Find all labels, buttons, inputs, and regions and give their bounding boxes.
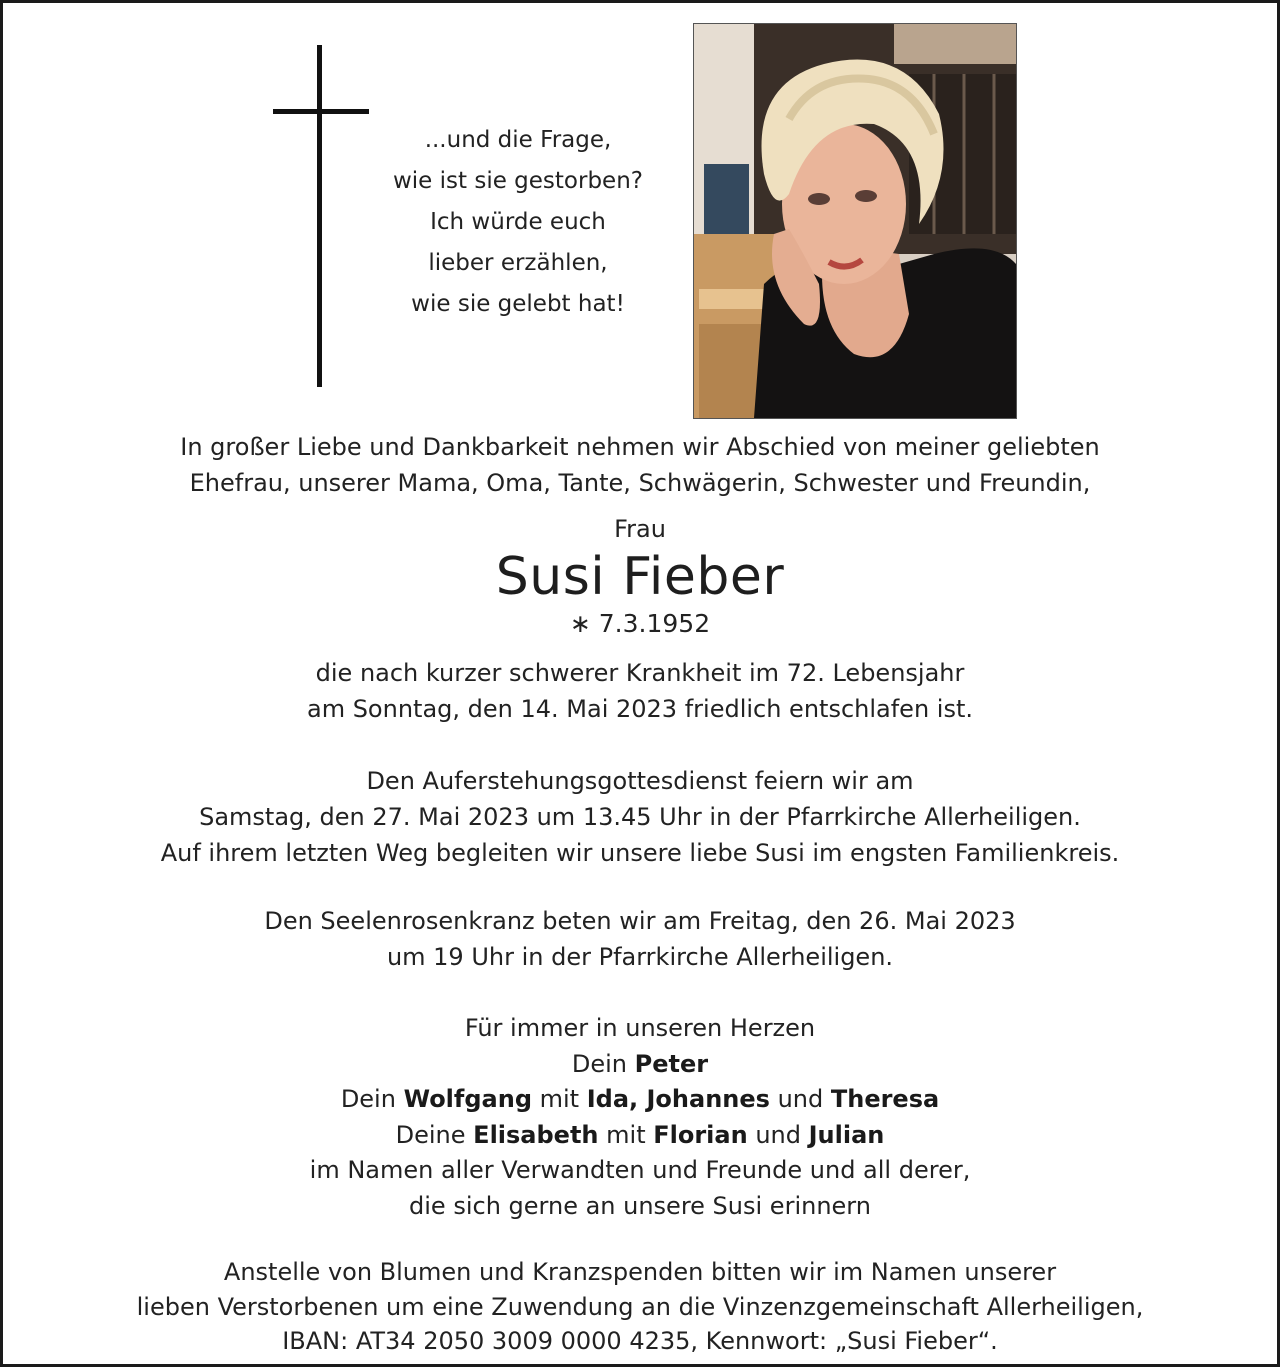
mourner-wolfgang — [3, 1082, 1277, 1118]
mourner-elisabeth — [3, 1118, 1277, 1154]
mourners-line: die sich gerne an unsere Susi erinnern — [409, 1191, 871, 1220]
portrait-photo — [693, 23, 1017, 419]
intro-line: Ehefrau, unserer Mama, Oma, Tante, Schwägerin, Schwester und Freundin, — [189, 469, 1091, 497]
salutation: Frau — [614, 515, 666, 543]
poem — [363, 120, 673, 325]
mourner-connector: mit — [532, 1085, 587, 1113]
deceased-name: Susi Fieber — [495, 547, 785, 607]
mourners — [3, 1011, 1277, 1224]
poem-line: ...und die Frage, — [424, 127, 612, 153]
poem-line: wie ist sie gestorben? — [392, 168, 643, 194]
poem-line: Ich würde euch — [430, 209, 606, 235]
cross-icon — [317, 45, 322, 387]
death-notice-line: die nach kurzer schwerer Krankheit im 72. Lebensjahr — [315, 659, 965, 687]
cross-icon-bar — [273, 109, 369, 114]
donation-line: Anstelle von Blumen und Kranzspenden bitten wir im Namen unserer — [223, 1258, 1057, 1286]
mourner-connector: mit — [598, 1120, 654, 1149]
birth-date: ∗ 7.3.1952 — [569, 609, 711, 638]
mourner-connector: und — [769, 1085, 831, 1113]
poem-line: wie sie gelebt hat! — [411, 291, 625, 317]
rosary-line: um 19 Uhr in der Pfarrkirche Allerheiligen. — [386, 943, 894, 971]
mourner-peter — [3, 1047, 1277, 1083]
intro-line: In großer Liebe und Dankbarkeit nehmen wir Abschied von meiner geliebten — [180, 433, 1100, 461]
service-line: Auf ihrem letzten Weg begleiten wir unsere liebe Susi im engsten Familienkreis. — [160, 839, 1120, 867]
rosary-line: Den Seelenrosenkranz beten wir am Freitag, den 26. Mai 2023 — [264, 907, 1016, 935]
mourner-connector: und — [747, 1120, 809, 1149]
mourner-name: Theresa — [830, 1085, 940, 1113]
service-line: Den Auferstehungsgottesdienst feiern wir am — [366, 767, 914, 795]
mourner-prefix: Deine — [395, 1120, 474, 1149]
mourner-name: Florian — [653, 1120, 748, 1149]
service-line: Samstag, den 27. Mai 2023 um 13.45 Uhr in der Pfarrkirche Allerheiligen. — [199, 803, 1081, 831]
service-info — [3, 763, 1277, 871]
poem-line: lieber erzählen, — [428, 250, 608, 276]
donation-line: IBAN: AT34 2050 3009 0000 4235, Kennwort: „Susi Fieber“. — [282, 1327, 998, 1355]
death-notice-line: am Sonntag, den 14. Mai 2023 friedlich entschlafen ist. — [306, 695, 973, 723]
mourner-name: Elisabeth — [473, 1120, 599, 1149]
death-notice — [3, 655, 1277, 727]
intro-text — [3, 429, 1277, 501]
donation-line: lieben Verstorbenen um eine Zuwendung an die Vinzenzgemeinschaft Allerheiligen, — [136, 1292, 1144, 1321]
donation-info — [3, 1255, 1277, 1359]
mourners-line: Für immer in unseren Herzen — [464, 1014, 816, 1042]
mourner-name: Julian — [808, 1120, 885, 1149]
mourners-line: im Namen aller Verwandten und Freunde und all derer, — [309, 1156, 971, 1184]
rosary-info — [3, 903, 1277, 975]
mourner-name: Wolfgang — [403, 1085, 532, 1113]
mourner-name: Peter — [634, 1049, 709, 1078]
mourner-prefix: Dein — [571, 1049, 635, 1078]
mourner-name: Ida, Johannes — [586, 1085, 770, 1113]
mourner-prefix: Dein — [340, 1085, 404, 1113]
